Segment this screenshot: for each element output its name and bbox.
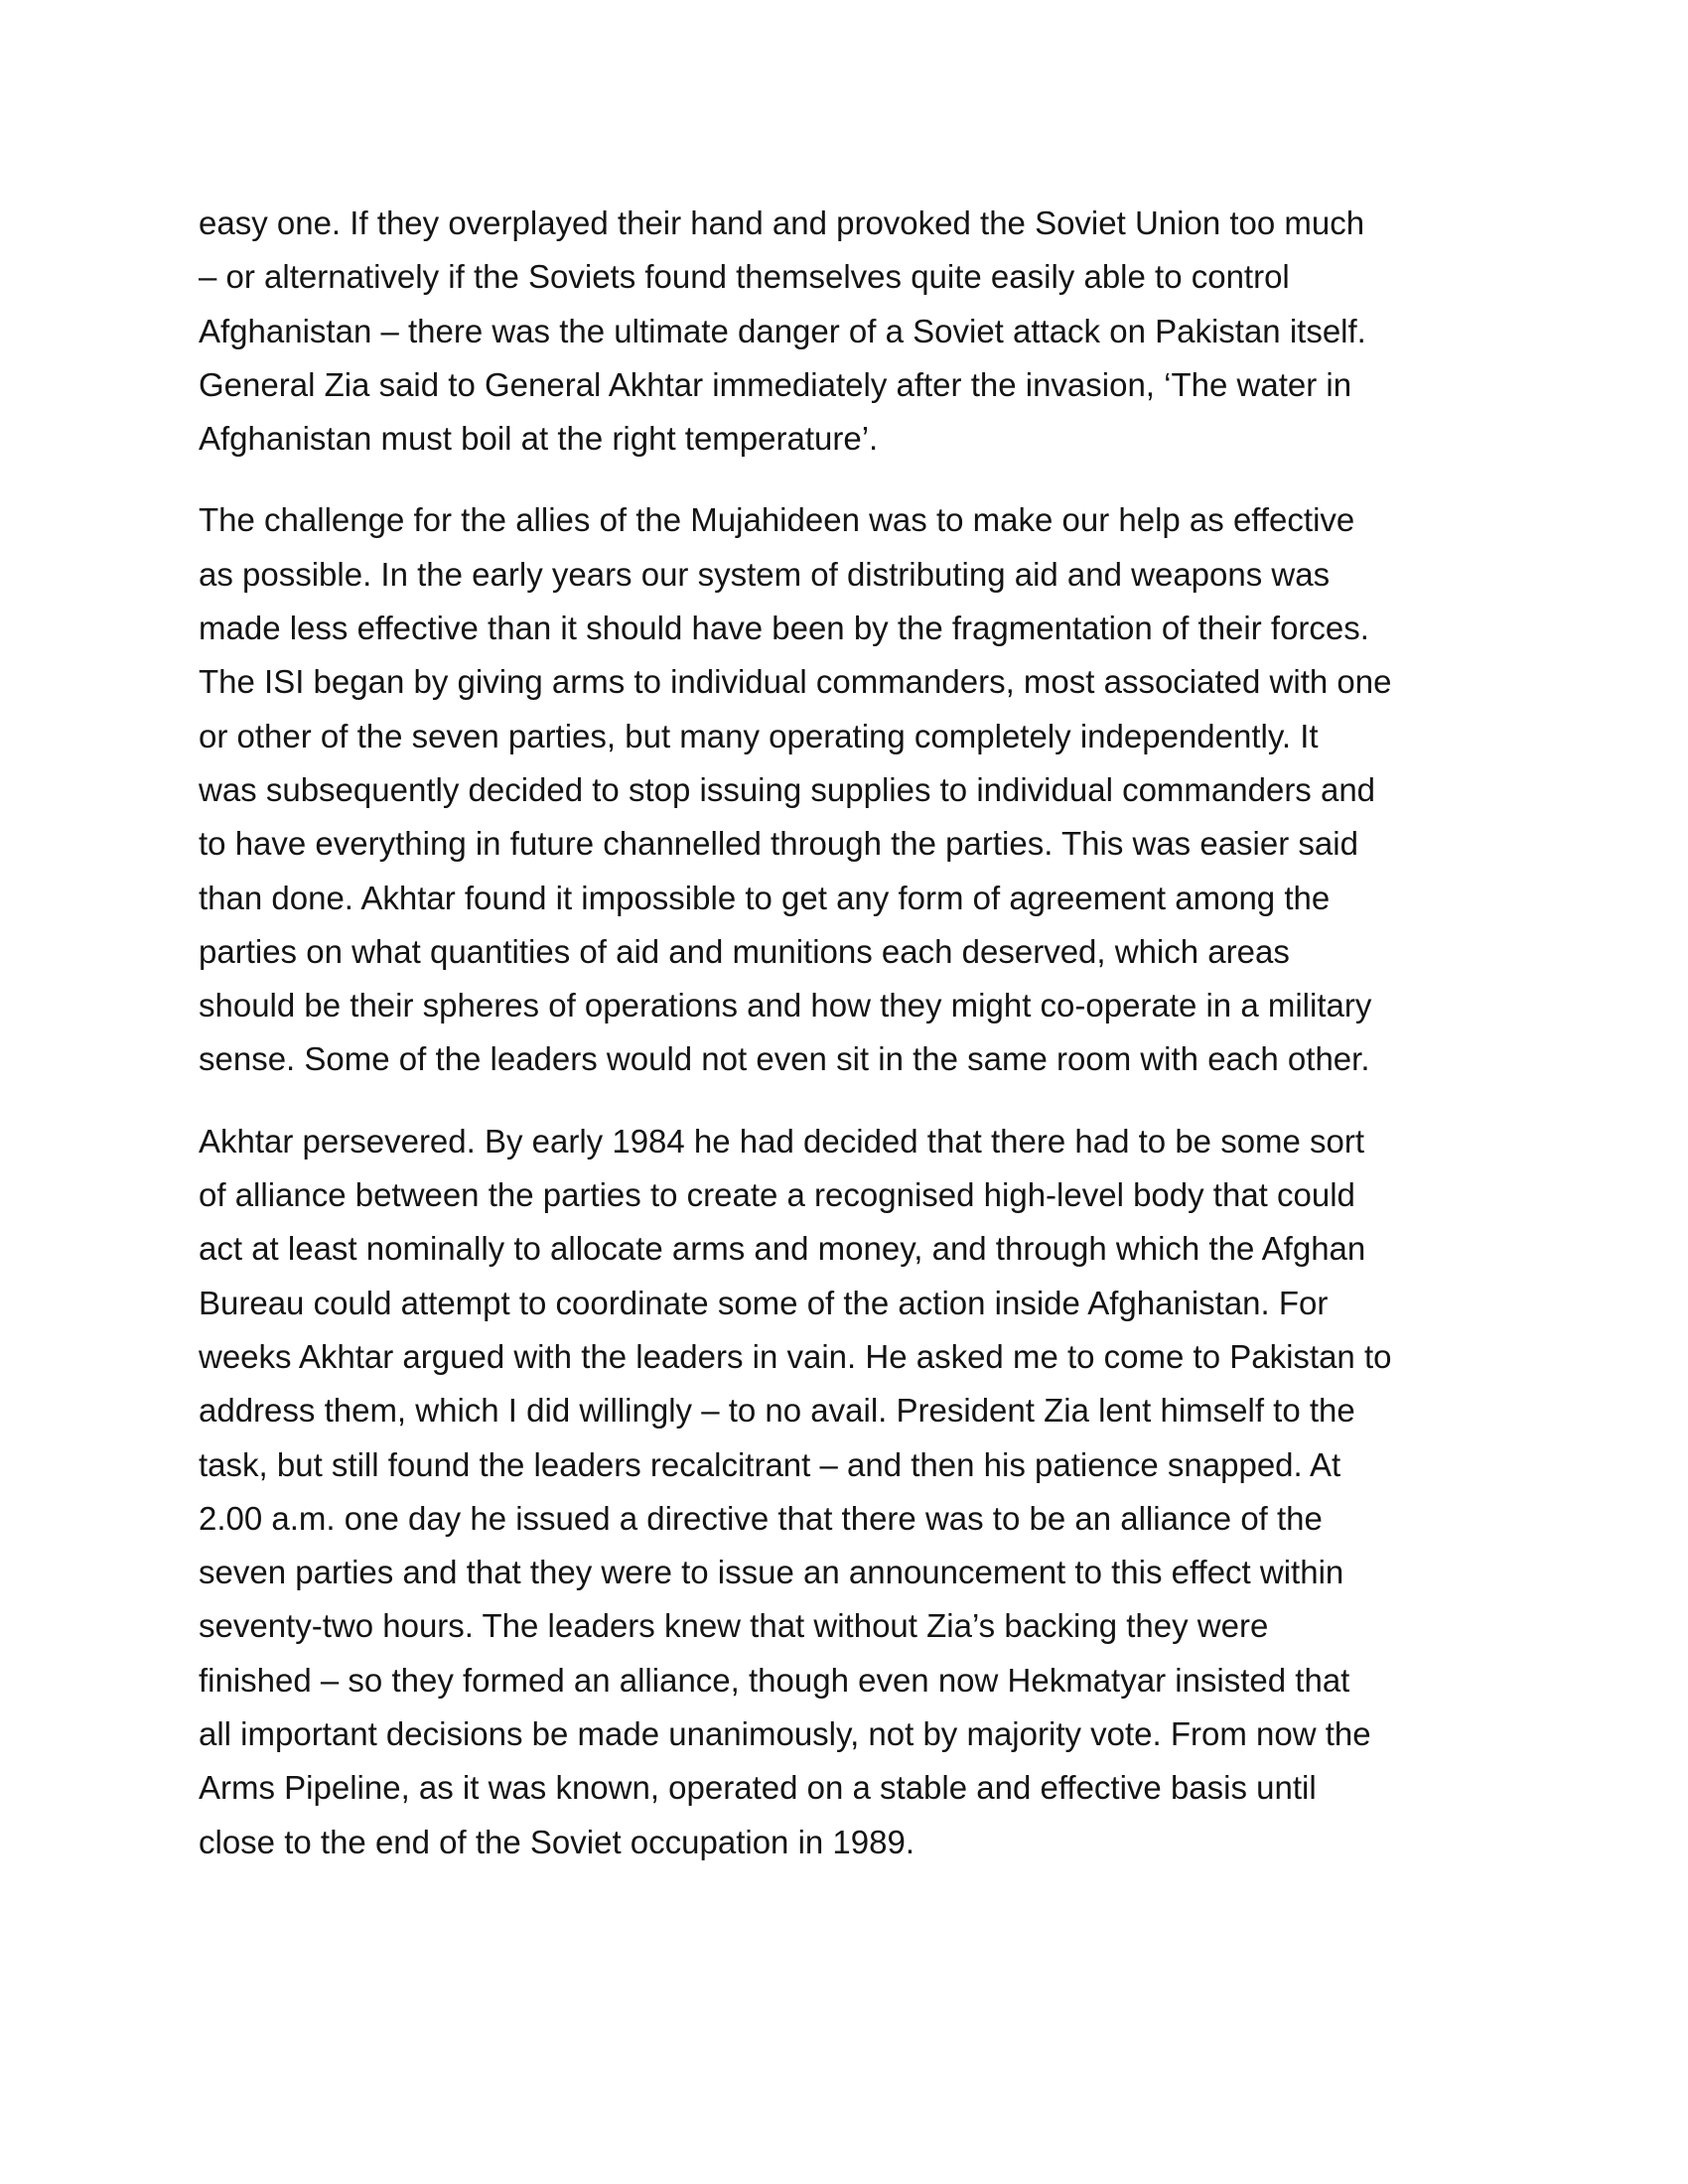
text-line: act at least nominally to allocate arms and money, and through which the Afghan xyxy=(199,1230,1366,1268)
text-line: parties on what quantities of aid and munitions each deserved, which areas xyxy=(199,932,1290,970)
text-line: to have everything in future channelled through the parties. This was easier said xyxy=(199,825,1358,863)
text-line: task, but still found the leaders recalcitrant – and then his patience snapped. At xyxy=(199,1445,1341,1483)
text-line: than done. Akhtar found it impossible to get any form of agreement among the xyxy=(199,879,1331,916)
text-line: should be their spheres of operations and how they might co-operate in a military xyxy=(199,987,1372,1024)
text-line: 2.00 a.m. one day he issued a directive that there was to be an alliance of the xyxy=(199,1499,1323,1537)
text-line: General Zia said to General Akhtar immediately after the invasion, ‘The water in xyxy=(199,365,1352,403)
text-line: of alliance between the parties to create a recognised high-level body that could xyxy=(199,1176,1355,1214)
text-line: address them, which I did willingly – to no avail. President Zia lent himself to the xyxy=(199,1392,1355,1430)
text-line: all important decisions be made unanimously, not by majority vote. From now the xyxy=(199,1715,1371,1753)
paragraph-1 xyxy=(199,197,1509,466)
paragraph-2 xyxy=(199,493,1509,1086)
text-line: The challenge for the allies of the Mujahideen was to make our help as effective xyxy=(199,501,1355,539)
paragraph-3 xyxy=(199,1115,1509,1869)
text-line: seven parties and that they were to issue an announcement to this effect within xyxy=(199,1554,1344,1591)
text-line: made less effective than it should have been by the fragmentation of their forces. xyxy=(199,610,1369,647)
text-line: Bureau could attempt to coordinate some of the action inside Afghanistan. For xyxy=(199,1284,1329,1321)
text-line: – or alternatively if the Soviets found themselves quite easily able to control xyxy=(199,258,1290,296)
text-line: finished – so they formed an alliance, though even now Hekmatyar insisted that xyxy=(199,1661,1350,1699)
text-line: Afghanistan must boil at the right temperature’. xyxy=(199,420,879,458)
text-line: The ISI began by giving arms to individual commanders, most associated with one xyxy=(199,663,1392,701)
text-line: close to the end of the Soviet occupation in 1989. xyxy=(199,1823,915,1860)
text-line: sense. Some of the leaders would not even sit in the same room with each other. xyxy=(199,1040,1370,1078)
text-line: weeks Akhtar argued with the leaders in vain. He asked me to come to Pakistan to xyxy=(199,1337,1392,1375)
text-line: was subsequently decided to stop issuing supplies to individual commanders and xyxy=(199,770,1376,808)
text-line: Arms Pipeline, as it was known, operated on a stable and effective basis until xyxy=(199,1769,1317,1807)
text-line: Akhtar persevered. By early 1984 he had decided that there had to be some sort xyxy=(199,1122,1365,1160)
text-line: or other of the seven parties, but many operating completely independently. It xyxy=(199,717,1319,754)
text-line: Afghanistan – there was the ultimate danger of a Soviet attack on Pakistan itself. xyxy=(199,312,1366,349)
text-line: as possible. In the early years our system of distributing aid and weapons was xyxy=(199,555,1331,593)
text-line: seventy-two hours. The leaders knew that without Zia’s backing they were xyxy=(199,1607,1269,1645)
text-line: easy one. If they overplayed their hand and provoked the Soviet Union too much xyxy=(199,205,1365,241)
body-text xyxy=(199,197,1509,1869)
paragraph-spacer xyxy=(199,466,1509,493)
paragraph-spacer xyxy=(199,1087,1509,1115)
